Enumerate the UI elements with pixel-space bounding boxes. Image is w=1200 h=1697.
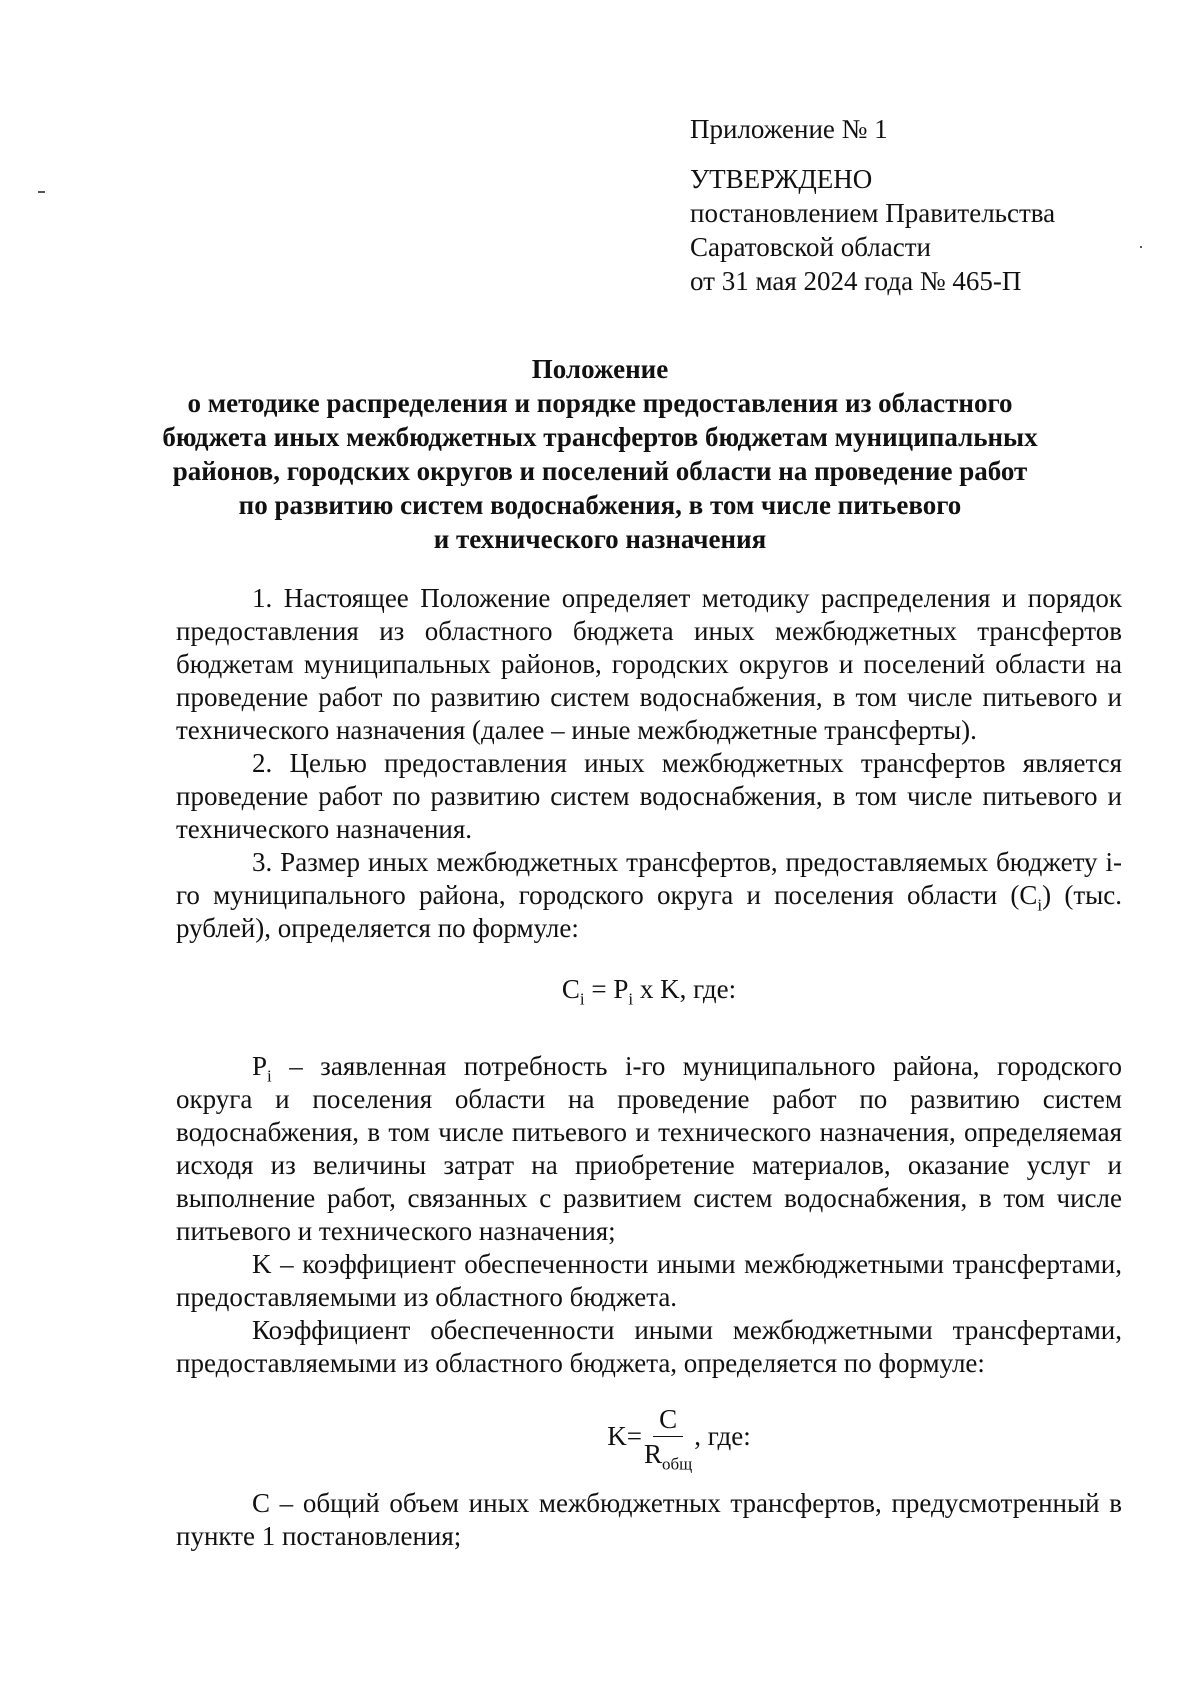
paragraph-6: Коэффициент обеспеченности иными межбюджетными трансфертами, предоставляемыми из областного бюджета, определяется по формуле: bbox=[176, 1315, 1122, 1378]
formula-ci-mid: = P bbox=[584, 974, 629, 1004]
title-line-2: о методике распределения и порядке предоставления из областного bbox=[187, 388, 1013, 418]
approval-block bbox=[690, 112, 1055, 298]
paragraph-4-subscript: i bbox=[267, 1066, 272, 1086]
formula-k-numerator: C bbox=[653, 1402, 683, 1437]
title-line-5: по развитию систем водоснабжения, в том числе питьевого bbox=[238, 490, 962, 520]
paragraph-2: 2. Целью предоставления иных межбюджетных трансфертов является проведение работ по развитию систем водоснабжения, в том числе питьевого и технического назначения. bbox=[176, 748, 1122, 844]
appendix-label: Приложение № 1 bbox=[690, 114, 888, 144]
formula-ci-end: x K, где: bbox=[633, 974, 737, 1004]
paragraph-4-symbol: P bbox=[252, 1051, 268, 1081]
paragraph-3-subscript: i bbox=[1037, 895, 1043, 915]
approval-line-2: Саратовской области bbox=[690, 232, 931, 262]
document-title bbox=[130, 352, 1070, 556]
formula-k-den-symbol: R bbox=[644, 1439, 663, 1469]
paragraph-1: 1. Настоящее Положение определяет методику распределения и порядок предоставления из областного бюджета иных межбюджетных трансфертов бюджетам муниципальных районов, городских округов и поселений области на проведение работ по развитию систем водоснабжения, в том числе питьевого и технического назначения (далее – иные межбюджетные трансферты). bbox=[176, 583, 1122, 745]
approval-line-1: постановлением Правительства bbox=[690, 198, 1056, 228]
formula-ci-p-sub: i bbox=[628, 989, 634, 1009]
formula-k-lhs: K= bbox=[607, 1421, 642, 1451]
formula-ci bbox=[176, 965, 1122, 1030]
formula-ci-c-sub: i bbox=[579, 989, 585, 1009]
formula-k bbox=[176, 1402, 1122, 1474]
approval-line-3: от 31 мая 2024 года № 465-П bbox=[690, 266, 1022, 296]
paragraph-3 bbox=[176, 846, 1122, 945]
approved-label: УТВЕРЖДЕНО bbox=[690, 164, 873, 194]
formula-k-denominator bbox=[644, 1437, 693, 1474]
title-line-4: районов, городских округов и поселений области на проведение работ bbox=[172, 456, 1028, 486]
formula-k-fraction bbox=[644, 1402, 693, 1474]
formula-k-tail: , где: bbox=[694, 1421, 751, 1451]
title-line-6: и технического назначения bbox=[433, 524, 767, 554]
document-body bbox=[176, 582, 1122, 1553]
formula-k-den-sub: общ bbox=[662, 1454, 693, 1474]
title-line-1: Положение bbox=[531, 354, 669, 384]
formula-ci-c: C bbox=[561, 974, 580, 1004]
paragraph-4 bbox=[176, 1050, 1122, 1248]
paragraph-7: C – общий объем иных межбюджетных трансфертов, предусмотренный в пункте 1 постановления; bbox=[176, 1488, 1122, 1551]
paragraph-3-tail: ) (тыс. рублей), определяется по формуле: bbox=[176, 880, 1122, 943]
paragraph-4-text: – заявленная потребность i-го муниципального района, городского округа и поселения области на проведение работ по развитию систем водоснабжения, в том числе питьевого и технического назначения, определяемая исходя из величины затрат на приобретение материалов, оказание услуг и выполнение работ, связанных с развитием систем водоснабжения, в том числе питьевого и технического назначения; bbox=[176, 1051, 1122, 1246]
title-line-3: бюджета иных межбюджетных трансфертов бюджетам муниципальных bbox=[162, 422, 1038, 452]
scan-speck bbox=[1140, 246, 1142, 248]
paragraph-5: K – коэффициент обеспеченности иными межбюджетными трансфертами, предоставляемыми из областного бюджета. bbox=[176, 1249, 1122, 1312]
scan-speck bbox=[38, 191, 45, 193]
paragraph-3-text: 3. Размер иных межбюджетных трансфертов, предоставляемых бюджету i-го муниципального района, городского округа и поселения области (C bbox=[176, 847, 1122, 910]
